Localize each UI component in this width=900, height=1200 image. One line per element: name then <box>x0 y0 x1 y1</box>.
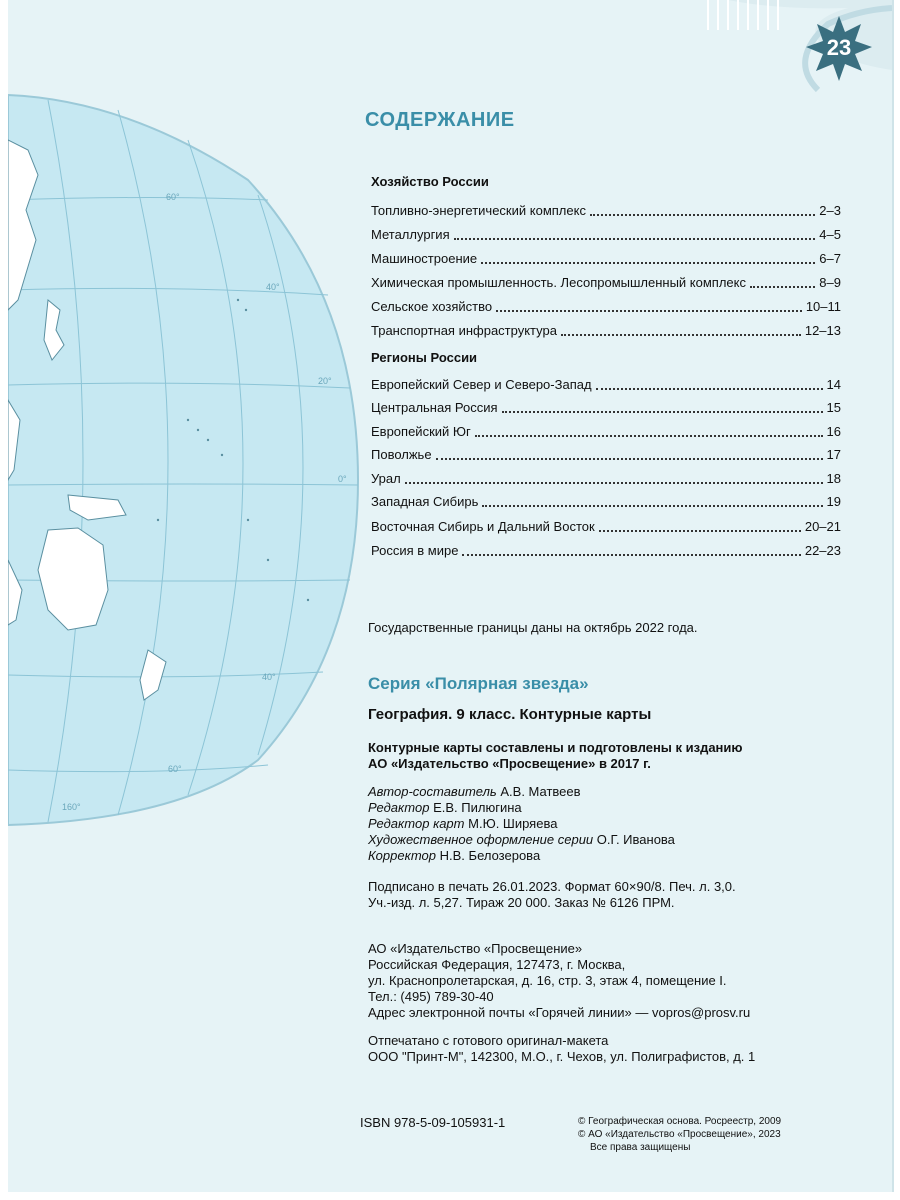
toc-item[interactable]: Сельское хозяйство 10–11 <box>371 299 841 314</box>
series-title: Серия «Полярная звезда» <box>368 674 589 693</box>
prepared-note: Контурные карты составлены и подготовлены к изданию АО «Издательство «Просвещение» в 2017 г. <box>368 740 743 771</box>
credit-line: Художественное оформление серии О.Г. Иванова <box>368 832 675 847</box>
toc-item[interactable]: Россия в мире 22–23 <box>371 543 841 558</box>
contents-title: СОДЕРЖАНИЕ <box>365 109 515 131</box>
map-label-lat60: 60° <box>166 192 180 202</box>
page-number-badge <box>804 14 874 84</box>
borders-note: Государственные границы даны на октябрь 2022 года. <box>368 620 698 635</box>
credit-line: Редактор карт М.Ю. Ширяева <box>368 816 558 831</box>
map-label-lat0: 0° <box>338 474 347 484</box>
section-heading-regions: Регионы России <box>371 350 478 365</box>
map-label-lat60s: 60° <box>168 764 182 774</box>
toc-item[interactable]: Восточная Сибирь и Дальний Восток 20–21 <box>371 519 841 534</box>
toc-item[interactable]: Центральная Россия 15 <box>371 400 841 415</box>
toc-item[interactable]: Машиностроение 6–7 <box>371 251 841 266</box>
map-label-lon160: 160° <box>62 802 81 812</box>
section-heading-economy: Хозяйство России <box>371 174 489 189</box>
map-label-lat20: 20° <box>318 376 332 386</box>
toc-item[interactable]: Металлургия 4–5 <box>371 227 841 242</box>
map-label-lat40: 40° <box>266 282 280 292</box>
toc-item[interactable]: Западная Сибирь 19 <box>371 494 841 509</box>
printed-by: Отпечатано с готового оригинал-макета ООО "Принт-М", 142300, М.О., г. Чехов, ул. Полиграфистов, д. 1 <box>368 1033 756 1064</box>
isbn: ISBN 978-5-09-105931-1 <box>360 1115 506 1130</box>
world-map-fragment <box>8 0 368 830</box>
toc-item[interactable]: Поволжье 17 <box>371 447 841 462</box>
toc-item[interactable]: Европейский Юг 16 <box>371 424 841 439</box>
toc-item[interactable]: Топливно-энергетический комплекс 2–3 <box>371 203 841 218</box>
page-number: 23 <box>826 35 852 60</box>
credit-line: Корректор Н.В. Белозерова <box>368 848 541 863</box>
toc-item[interactable]: Урал 18 <box>371 471 841 486</box>
map-label-lat40s: 40° <box>262 672 276 682</box>
publisher-info: АО «Издательство «Просвещение» Российская Федерация, 127473, г. Москва, ул. Краснопролетарская, д. 16, стр. 3, этаж 4, помещение I. Тел.: (495) 789-30-40 Адрес электронной почты «Горячей линии» — vopros@prosv.ru <box>368 941 751 1020</box>
page <box>8 0 894 1192</box>
copyright: © Географическая основа. Росреестр, 2009 © АО «Издательство «Просвещение», 2023 Все права защищены <box>578 1116 782 1153</box>
credit-line: Автор-составитель А.В. Матвеев <box>368 784 581 799</box>
book-title: География. 9 класс. Контурные карты <box>368 706 652 723</box>
print-info: Подписано в печать 26.01.2023. Формат 60×90/8. Печ. л. 3,0. Уч.-изд. л. 5,27. Тираж 20 000. Заказ № 6126 ПРМ. <box>368 879 736 910</box>
toc-item[interactable]: Химическая промышленность. Лесопромышленный комплекс 8–9 <box>371 275 841 290</box>
toc-item[interactable]: Европейский Север и Северо-Запад 14 <box>371 377 841 392</box>
credit-line: Редактор Е.В. Пилюгина <box>368 800 522 815</box>
toc-item[interactable]: Транспортная инфраструктура 12–13 <box>371 323 841 338</box>
credits <box>368 784 675 864</box>
